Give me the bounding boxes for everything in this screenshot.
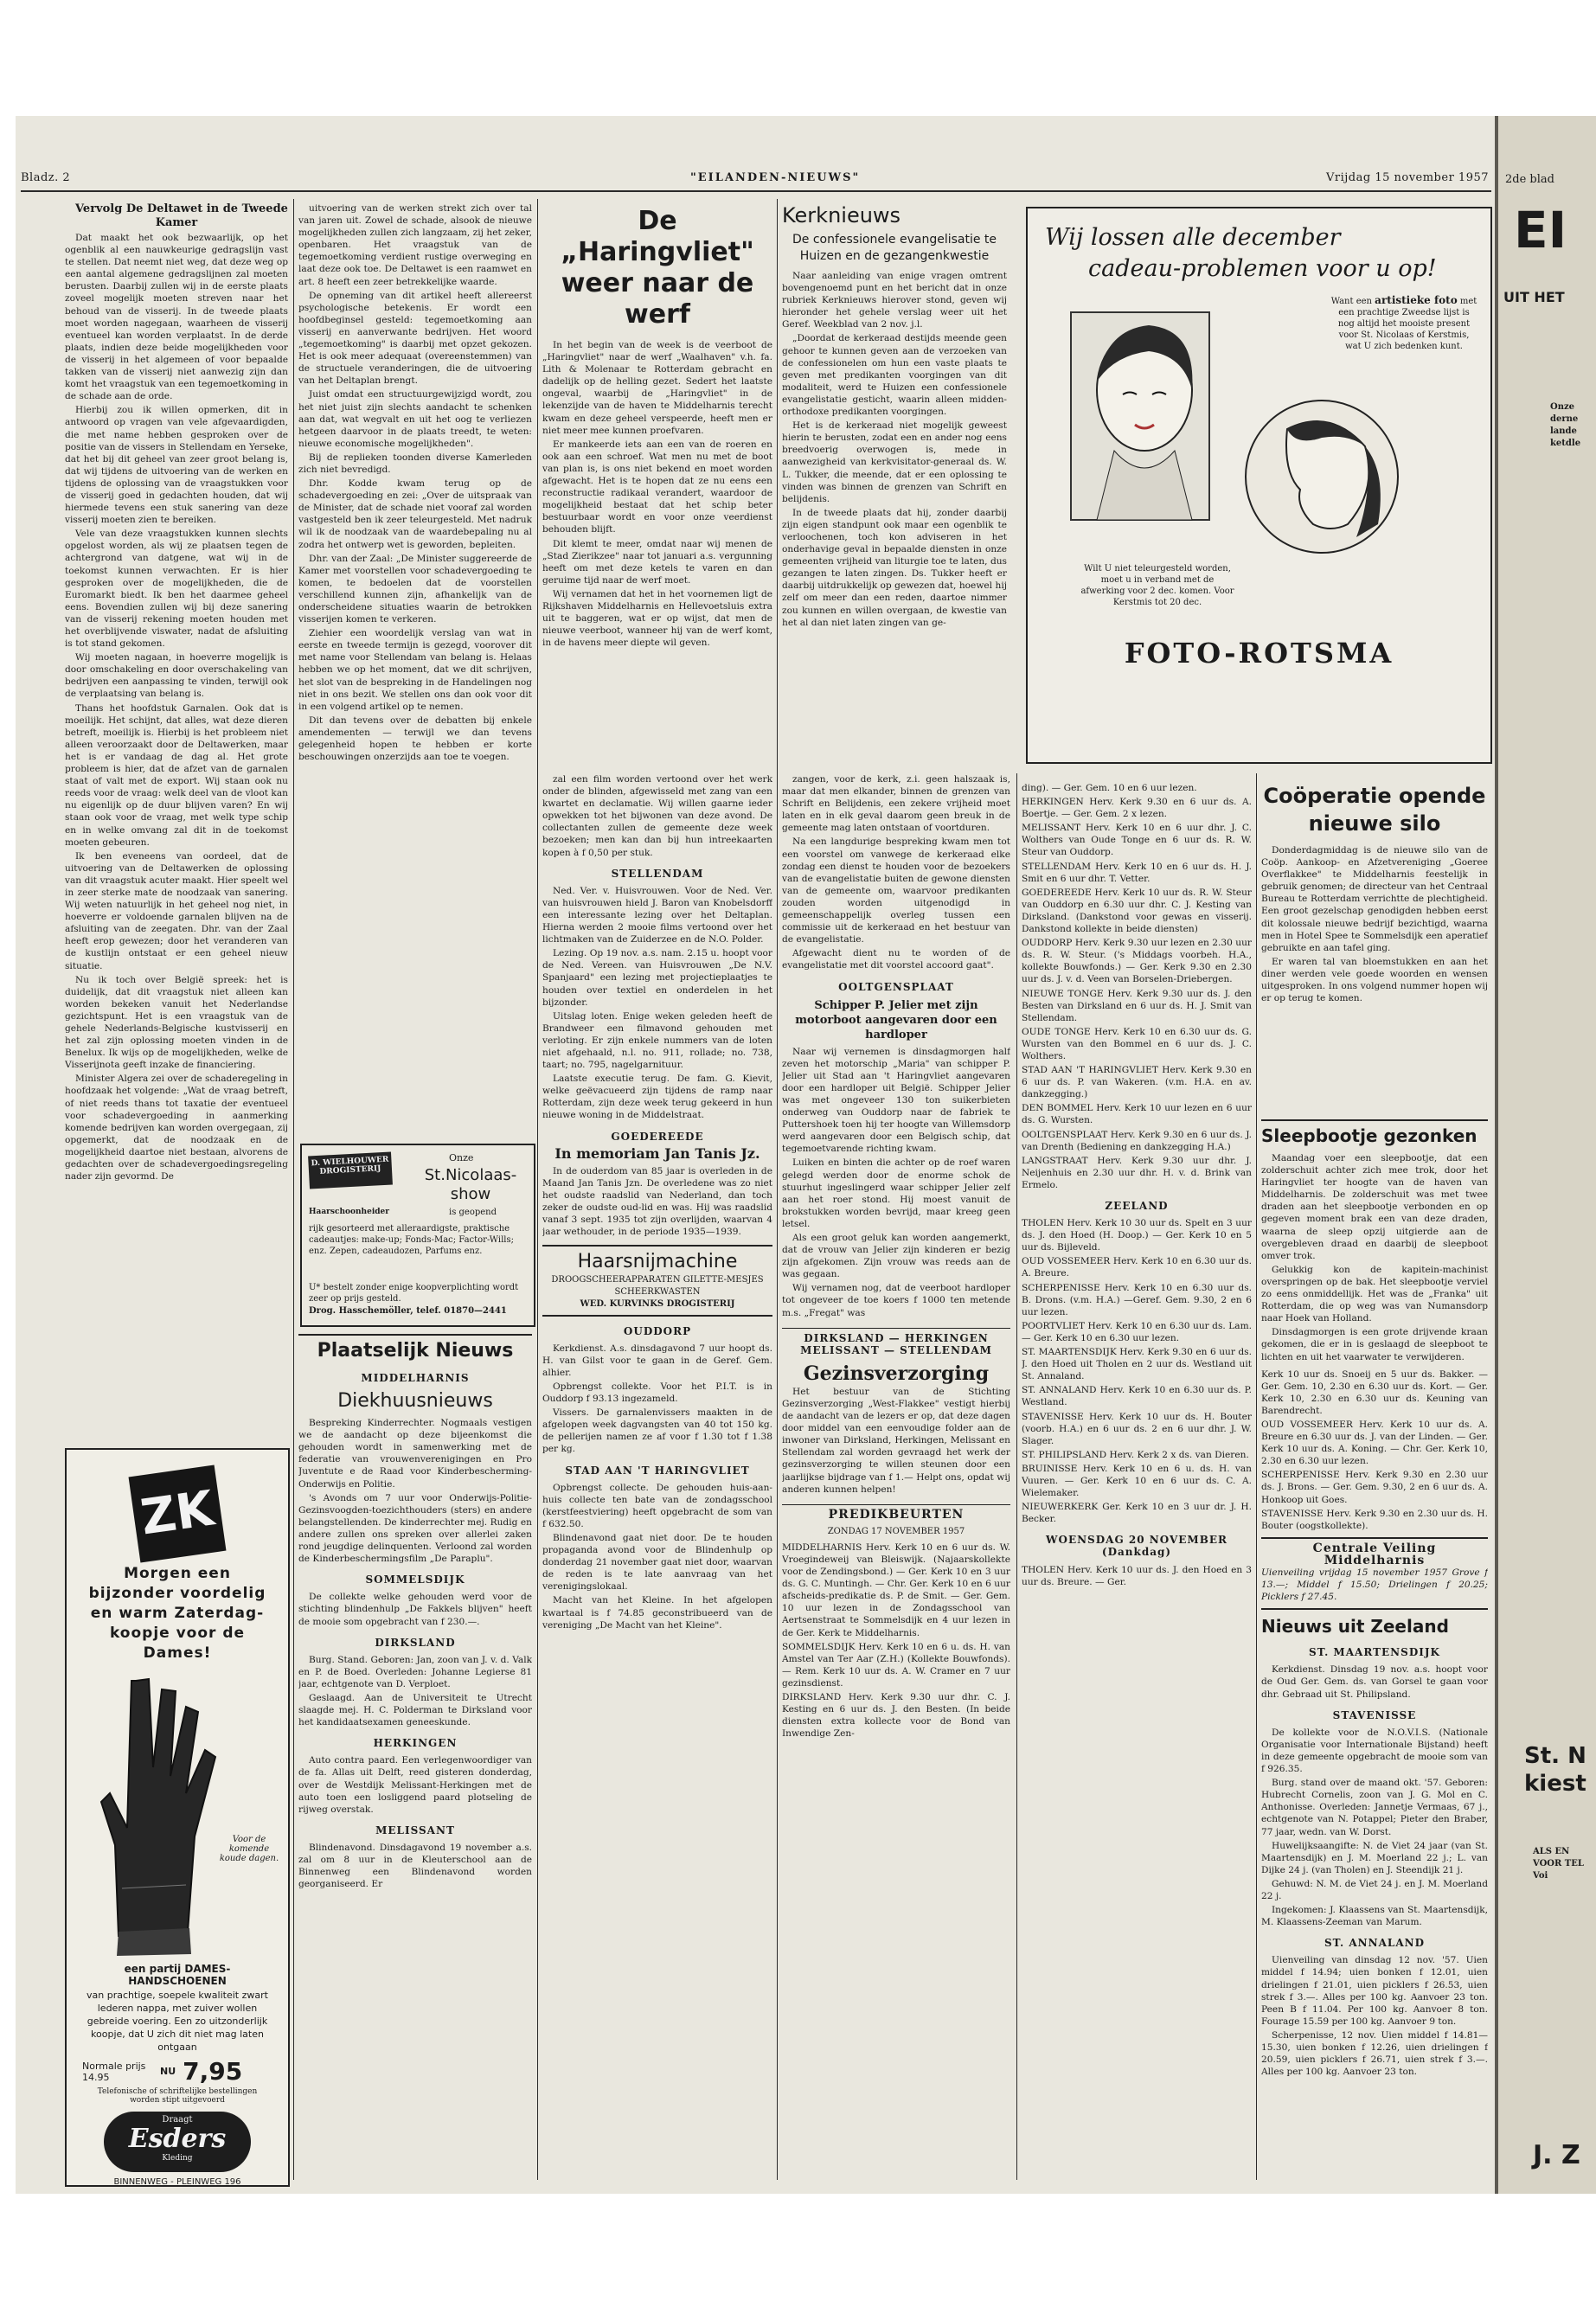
paragraph: Geslaagd. Aan de Universiteit te Utrecht slaagde mej. H. C. Polderman te Dirksland voor het kandidaatsexamen geneeskunde.: [298, 1692, 532, 1728]
place-name: ZEELAND: [1105, 1200, 1169, 1212]
paragraph: Uienveiling van dinsdag 12 nov. '57. Uien middel f 14.94; uien bonken f 12.01, uien drielingen f 21.01, uien picklers f 26.53, uien strek f 3.—. Alles per 100 kg. Aanvoer 23 ton. Peen B f 11.04. Per 100 kg. Aanvoer 8 ton. Fourage 15.59 per 100 kg. Aanvoer 9 ton.: [1261, 1955, 1488, 2027]
subsection-title: Diekhuusnieuws: [337, 1390, 493, 1413]
ad-note: Voor de komende koude dagen.: [219, 1835, 279, 1863]
ad-text: rijk gesorteerd met alleraardigste, praktische cadeautjes: make-up; Fonds-Mac; Factor-Wills; enz. Zepen, cadeaudozen, Parfums enz.: [309, 1224, 514, 1256]
paragraph: DIRKSLAND Herv. Kerk 9.30 uur dhr. C. J. Kesting en 6 uur ds. J. den Besten. (In beide diensten extra kollecte voor de Bond van Inwendige Zen-: [782, 1692, 1010, 1740]
paragraph: Gelukkig kon de kapitein-machinist overspringen op de bak. Het sleepbootje verviel zo eens onmiddellijk. Het was de „Franka" uit Rotterdam, die op weg was van Numansdorp naar Hoek van Holland.: [1261, 1264, 1488, 1324]
paragraph: Opbrengst collecte. De gehouden huis-aan-huis collecte ten bate van de zondagsschool (kerstfeestviering) heeft opgebracht de som van f 632.50.: [542, 1482, 772, 1529]
paragraph: In de ouderdom van 85 jaar is overleden in de Maand Jan Tanis Jzn. De overledene was zo niet het oudste raadslid van Nederland, dan toch zeker de oudste oud-lid en was. Hij was raadslid vanaf 3 sept. 1935 tot zijn overlijden, waarvan 4 jaar wethouder, in de periode 1935—1939.: [542, 1165, 772, 1238]
paragraph: Hierbij zou ik willen opmerken, dit in antwoord op vragen van vele afgevaardigden, die met name hebben gesproken over de positie van de vissers in Stellendam en Yerseke, dat het bij dit geheel van zeer groot belang is, dat wij tijdens de uitvoering van de werken en tijdens de oplossing van de vraagstukken voor de visserij goed in gedachten houden, dat wij hiermede tevens een stuk sanering van deze visserij moeten zien te bereiken.: [65, 405, 288, 526]
woman-profile-illustration: [1235, 394, 1408, 559]
ad-opened: is geopend: [449, 1208, 497, 1217]
paragraph: Blindenavond. Dinsdagavond 19 november a.s. zal om 8 uur in de Kleuterschool aan de Binnenweg een Blindenavond worden georganiseerd. Er: [298, 1842, 532, 1890]
store-address: BINNENWEG - PLEINWEG 196: [113, 2177, 241, 2187]
paragraph: Er waren tal van bloemstukken en aan het diner werden vele goede woorden en wensen uitgesproken. In ons volgend nummer hopen wij er op terug te komen.: [1261, 956, 1488, 1004]
paragraph: Het bestuur van de Stichting Gezinsverzorging „West-Flakkee" vestigt hierbij de aandacht van de lezers er op, dat deze dagen door middel van een eenvoudige folder aan de inwoner van Dirksland, Herkingen, Melissant en Stellendam zal worden gevraagd het werk der gezinsverzorging te willen steunen door een jaarlijkse bijdrage van f 1.— Helpt ons, opdat wij anderen kunnen helpen!: [782, 1386, 1010, 1495]
next-page-masthead: EI: [1514, 201, 1567, 260]
paragraph: Ik ben eveneens van oordeel, dat de uitvoering van de Deltawerken de oplossing van dit vraagstuk acuter maakt. Hier speelt wel in zeer sterke mate de noodzaak van sanering. Wij weten natuurlijk in het geheel nog niet, in hoeverre er voldoende garnalen blijven na de afsluiting van de zeegaten. Dhr. van der Zaal heeft erop gewezen; door het veranderen van de kustlijn ontstaat er een geheel nieuw situatie.: [65, 850, 288, 971]
haarsnij-advertisement: [542, 1245, 772, 1316]
paragraph: OUD VOSSEMEER Herv. Kerk 10 uur ds. A. Breure en 6.30 uur ds. J. van der Linden. — Ger. Kerk 10 uur ds. A. Koning. — Chr. Ger. Kerk 10, 2.30 en 6.30 uur lezen.: [1261, 1419, 1488, 1467]
section-label: DIRKSLAND — HERKINGEN MELISSANT — STELLENDAM: [782, 1328, 1010, 1356]
place-name: STELLENDAM: [611, 867, 704, 880]
paragraph: De opneming van dit artikel heeft allereerst psychologische betekenis. Er wordt een hoofdbeginsel gesteld: tegemoetkoming aan visserij en aanverwante bedrijven. Het woord „tegemoetkoming" is daarbij met opzet gekozen. Het is ook meer adequaat (overeenstemmen) van de structuele veranderingen, die de uitvoering van het Deltaplan brengt.: [298, 290, 532, 387]
church-services-list: [1022, 782, 1252, 2183]
memoriam-title: In memoriam Jan Tanis Jz.: [554, 1144, 760, 1162]
ad-products: DROOGSCHEERAPPARATEN GILETTE-MESJES SCHEERKWASTEN: [551, 1275, 764, 1298]
place-name: GOEDEREEDE: [611, 1130, 704, 1143]
place-name: STAD AAN 'T HARINGVLIET: [565, 1464, 750, 1477]
paragraph: Maandag voer een sleepbootje, dat een zolderschuit achter zich mee trok, door het Haringvliet ter hoogte van de haven van Middelharnis. De zolderschuit was met twee draden aan het sleepbootje verbonden en op gegeven moment brak een van deze draden, waarna de sleep opzij uitgierde aan de overgebleven draad en daarbij de sleepboot omver trok.: [1261, 1153, 1488, 1261]
article-subtitle: De confessionele evangelisatie te Huizen en de gezangenkwestie: [792, 233, 997, 263]
paragraph: ding). — Ger. Gem. 10 en 6 uur lezen.: [1022, 783, 1197, 793]
brand-sub: Kleding: [162, 2154, 193, 2163]
ad-headline: Morgen een bijzonder voordelig en warm Zaterdag-koopje voor de Dames!: [88, 1565, 266, 1662]
ad-title: Haarsnijmachine: [577, 1251, 738, 1273]
paragraph: DEN BOMMEL Herv. Kerk 10 uur lezen en 6 uur ds. G. Wursten.: [1022, 1103, 1252, 1126]
paragraph: NIEUWE TONGE Herv. Kerk 9.30 uur ds. J. den Besten van Dirksland en 6 uur ds. H. J. Smit van Stellendam.: [1022, 988, 1252, 1023]
paragraph: GOEDEREEDE Herv. Kerk 10 uur ds. R. W. Steur van Ouddorp en 6.30 uur dhr. C. J. Kesting van Dirksland. (Dankstond voor gewas en visserij. Dankstond kollekte in beide diensten): [1022, 887, 1252, 935]
paragraph: STELLENDAM Herv. Kerk 10 en 6 uur ds. H. J. Smit en 6 uur dhr. T. Vetter.: [1022, 861, 1252, 884]
drogisterij-advertisement: [300, 1144, 535, 1327]
paragraph: Vele van deze vraagstukken kunnen slechts opgelost worden, als wij ze plaatsen tegen de achtergrond van datgene, wat wij in de toekomst kunnen verwachten. Er is hier gesproken over de mogelijkheden, die de Euromarkt biedt. Ik ben het daarmee geheel eens. Bovendien zullen wij bij deze sanering van de visserij rekening moeten houden met het overblijvende viswater, nadat de afsluiting is tot stand gekomen.: [65, 529, 288, 650]
ad-tip: U* bestelt zonder enige koopverplichting wordt zeer op prijs gesteld.: [309, 1283, 519, 1304]
paragraph: Blindenavond gaat niet door. De te houden propaganda avond voor de Blindenhulp op donderdag 21 november gaat niet door, waarvan de reden is te late aanvraag van het verenigingslokaal.: [542, 1532, 772, 1593]
now-price: 7,95: [183, 2057, 243, 2086]
paragraph: STAVENISSE Herv. Kerk 10 uur ds. H. Bouter (voorb. H.A.) en 6 uur ds. 2 en 6 uur dhr. J. W. Slager.: [1022, 1411, 1252, 1446]
paragraph: Uitslag loten. Enige weken geleden heeft de Brandweer een filmavond gehouden met verloting. Er zijn enkele nummers van de loten niet afgehaald, n.l. no. 911, rollade; no. 738, taart; no. 795, nagelgarnituur.: [542, 1010, 772, 1071]
column-rule: [537, 199, 538, 2180]
paragraph: De collekte welke gehouden werd voor de stichting blindenhulp „De Fakkels blijven" heeft de mooie som opgebracht van f 230.—.: [298, 1592, 532, 1627]
paragraph: POORTVLIET Herv. Kerk 10 en 6.30 uur ds. Lam. — Ger. Kerk 10 en 6.30 uur lezen.: [1022, 1320, 1252, 1343]
place-name: OOLTGENSPLAAT: [838, 980, 954, 993]
tugboat-article: [1261, 1119, 1488, 2183]
paragraph: Kerkdienst. A.s. dinsdagavond 7 uur hoopt ds. H. van Gilst voor te gaan in de Geref. Gem. alhier.: [542, 1343, 772, 1378]
paragraph: Afgewacht dient nu te worden of de evangelistatie met dit voorstel accoord gaat".: [782, 948, 1010, 971]
local-news: [298, 1334, 532, 2182]
section-title: Nieuws uit Zeeland: [1261, 1616, 1449, 1638]
ad-text-right: [1330, 295, 1477, 352]
place-name: ST. ANNALAND: [1324, 1937, 1426, 1950]
text-part: met een prachtige Zweedse lijst is nog altijd het mooiste present voor St. Nicolaas of Kerstmis, wat U zich bedenken kunt.: [1337, 297, 1477, 351]
paragraph: In de tweede plaats dat hij, zonder daarbij zijn eigen standpunt ook maar een ogenblik te verloochenen, toch kon adviseren in het onderhavige geval in bepaalde diensten in onze gemeenten vrijheid van liturgie toe te laten, dus gezangen te laten zingen. Ds. Tukker heeft er daarbij uitdrukkelijk op gewezen dat, hoewel hij zelf om meer dan een reden, daartoe nimmer zou kunnen en willen overgaan, de kwestie van het al dan niet laten zingen van ge-: [782, 507, 1007, 628]
church-news: [782, 202, 1007, 756]
deltawet-article: [65, 202, 288, 1435]
paragraph: Ziehier een woordelijk verslag van wat in eerste en tweede termijn is gezegd, voorover dit met name voor Stellendam van belang is. Helaas hebben we op het moment, dat we dit schrijven, het slot van de bespreking in de Handelingen nog niet in ons bezit. We stellen ons dan ook voor dit in een volgend artikel op te nemen.: [298, 628, 532, 712]
paragraph: Naar wij vernemen is dinsdagmorgen half zeven het motorschip „Maria" van schipper P. Jelier uit Stad aan 't Haringvliet aangevaren door een hardloper uit België. Schipper Jelier was met ongeveer 130 ton suikerbieten onderweg van Ouddorp naar de fabriek te Puttershoek toen hij ter hoogte van Willemsdorp werd aangevaren door een Belgisch schip, dat tegemoetvarende richting kwam.: [782, 1046, 1010, 1155]
paragraph: MELISSANT Herv. Kerk 10 en 6 uur dhr. J. C. Wolthers van Oude Tonge en 6 uur ds. R. W. Steur van Ouddorp.: [1022, 823, 1252, 858]
paragraph: zangen, voor de kerk, z.i. geen halszaak is, maar dat men elkander, binnen de grenzen van Schrift en Belijdenis, een zekere vrijheid moet laten en in elk geval daarom geen breuk in de gemeente mag laten ontstaan of voortduren.: [782, 774, 1010, 834]
paragraph: Wij moeten nagaan, in hoeverre mogelijk is door omschakeling en door overschakeling van bedrijven een aanpassing te vinden, terwijl ook de verplaatsing van belang is.: [65, 652, 288, 700]
paragraph: THOLEN Herv. Kerk 10 30 uur ds. Spelt en 3 uur ds. J. den Hoed (H. Doop.) — Ger. Kerk 10 en 5 uur ds. Bijleveld.: [1022, 1218, 1252, 1253]
paragraph: Naar aanleiding van enige vragen omtrent bovengenoemd punt en het bericht dat in onze rubriek Kerknieuws hierover stond, geven wij hieronder het gehele verslag weer uit het Geref. Weekblad van 2 nov. j.l.: [782, 271, 1007, 330]
paragraph: BRUINISSE Herv. Kerk 10 en 6 u. ds. H. van Vuuren. — Ger. Kerk 10 en 6 uur ds. C. A. Wielemaker.: [1022, 1463, 1252, 1499]
veiling-title: Middelharnis: [1324, 1553, 1426, 1567]
paragraph: STAVENISSE Herv. Kerk 9.30 en 2.30 uur ds. H. Bouter (oogstkollekte).: [1261, 1508, 1488, 1531]
phone-note: Telefonische of schriftelijke bestellingen worden stipt uitgevoerd: [97, 2087, 258, 2105]
masthead: "EILANDEN-NIEUWS": [690, 171, 861, 184]
ad-headline: Wij lossen alle december: [1045, 224, 1341, 251]
ad-text-left: Wilt U niet teleurgesteld worden, moet u in verband met de afwerking voor 2 dec. komen. Voor Kerstmis tot 20 dec.: [1080, 564, 1234, 607]
text-bold: artistieke foto: [1375, 294, 1458, 306]
paragraph: SOMMELSDIJK Herv. Kerk 10 en 6 u. ds. H. van Amstel van Ter Aar (Z.H.) (Kollekte Bouwfonds). — Rem. Kerk 10 uur ds. A. W. Cramer en 7 uur gezinsdienst.: [782, 1641, 1010, 1689]
paragraph: MIDDELHARNIS Herv. Kerk 10 en 6 uur ds. W. Vroegindeweij van Bleiswijk. (Najaarskollekte voor de Zendingsbond.) — Ger. Kerk 10 en 3 uur ds. G. C. Muntingh. — Chr. Ger. Kerk 10 en 6 uur afscheids-predikatie ds. P. de Smit. — Ger. Gem. 10 uur lezen in de Zondagsschool van Aertsenstraat te Sommelsdijk en 4 uur lezen in de Ger. Kerk te Middelharnis.: [782, 1541, 1010, 1638]
section-title: Kerknieuws: [782, 203, 901, 228]
price-row: [67, 2055, 288, 2087]
article-title: Schipper P. Jelier met zijn motorboot aangevaren door een hardloper: [795, 998, 997, 1042]
paragraph: SCHERPENISSE Herv. Kerk 10 en 6.30 uur ds. B. Drons. (v.m. H.A.) —Geref. Gem. 9.30, 2 en 6 uur lezen.: [1022, 1282, 1252, 1317]
next-page-text: St. N kiest: [1524, 1743, 1586, 1797]
local-news-continued: [542, 773, 772, 2183]
newspaper-page: [16, 116, 1497, 2194]
brand-top: Draagt: [162, 2115, 193, 2125]
ad-shop: WED. KURVINKS DROGISTERIJ: [580, 1299, 735, 1310]
ad-hair: Haarschoonheider: [309, 1208, 389, 1216]
paragraph: ST. ANNALAND Herv. Kerk 10 en 6.30 uur ds. P. Westland.: [1022, 1385, 1252, 1408]
paragraph: HERKINGEN Herv. Kerk 9.30 en 6 uur ds. A. Boertje. — Ger. Gem. 2 x lezen.: [1022, 797, 1252, 820]
page-number: Bladz. 2: [21, 171, 71, 184]
paragraph: Het is de kerkeraad niet mogelijk geweest hierin te berusten, zodat een en ander nog eens breedvoerig overwogen is, mede in aanwezigheid van kerkvisitator-generaal ds. W. L. Tukker, die meende, dat er een oplossing te vinden was binnen de grenzen van Schrift en belijdenis.: [782, 420, 1007, 504]
article-headline: Coöperatie opende nieuwe silo: [1263, 784, 1486, 836]
place-name: ST. MAARTENSDIJK: [1309, 1646, 1440, 1659]
paragraph: Na een langdurige bespreking kwam men tot een voorstel om vanwege de kerkeraad elke zondag een dienst te houden voor de bezoekers van de evangelistatie buiten de gewone diensten van de gemeente om, waarvoor predikanten zouden worden uitgenodigd in gemeenschappelijk overleg tussen een commissie uit de kerkeraad en het bestuur van de evangelistatie.: [782, 836, 1010, 945]
glove-illustration: [84, 1672, 231, 1958]
paragraph: Dit dan tevens over de debatten bij enkele amendementen — terwijl we dan tevens gelegenheid hopen te hebben er korte beschouwingen onzerzijds aan toe te voegen.: [298, 715, 532, 763]
normal-price: Normale prijs 14.95: [82, 2060, 146, 2083]
paragraph: Donderdagmiddag is de nieuwe silo van de Coöp. Aankoop- en Afzetvereniging „Goeree Overflakkee" te Middelharnis feestelijk in gebruik genomen; de directeur van het Centraal Bureau te Rotterdam verrichtte de plechtigheid. Een groot gezelschap genodigden hebben eerst dit kolossale nieuwe bedrijf bezichtigd, waarna men in Hotel Spee te Sommelsdijk een aperatief gebruikte en aan tafel ging.: [1261, 845, 1488, 953]
esders-logo-box: [104, 2112, 251, 2172]
header-rule: [21, 190, 1491, 192]
ad-footer: Drog. Hasschemöller, telef. 01870—2441: [309, 1306, 507, 1316]
next-page-text: J. Z: [1533, 2140, 1580, 2170]
paragraph: Dhr. Kodde kwam terug op de schadevergoeding en zei: „Over de uitspraak van de Minister, dat de schade niet vooraf zal worden vastgesteld ben ik zeer teleurgesteld. Met nadruk wil ik de noodzaak van de waardebepaling nu al zodra het ontwerp wet is geworden, bepleiten.: [298, 478, 532, 550]
ad-our: Onze: [449, 1152, 474, 1163]
article-title: Gezinsverzorging: [803, 1362, 990, 1385]
column-rule: [293, 199, 294, 2180]
paragraph: Wij vernamen dat het in het voornemen ligt de Rijkshaven Middelharnis en Hellevoetsluis extra uit te baggeren, wat er op wijst, dat men de nieuwe veerboot, wanneer hij van de werf komt, in de havens meer diepte wil geven.: [542, 588, 772, 649]
issue-date: Vrijdag 15 november 1957: [1326, 171, 1490, 184]
text-part: Want een: [1330, 297, 1372, 306]
church-continued: [782, 773, 1010, 2183]
silo-article: [1261, 782, 1488, 1111]
paragraph: Kerk 10 uur ds. Snoeij en 5 uur ds. Bakker. — Ger. Gem. 10, 2.30 en 6.30 uur ds. Kort. — Ger. Kerk 10, 2.30 en 6.30 uur ds. Keuning van Barendrecht.: [1261, 1368, 1488, 1416]
paragraph: Gehuwd: N. M. de Viet 24 j. en J. M. Moerland 22 j.: [1261, 1878, 1488, 1901]
paragraph: Minister Algera zei over de schaderegeling in hoofdzaak het volgende: „Wat de vraag betreft, of niet reeds thans tot taxatie der eventueel voor schadevergoeding in aanmerking komende bedrijven kan worden overgegaan, zij opgemerkt, dat de noodzaak en de mogelijkheid daartoe niet bestaan, alvorens de gedachten over de schadevergoedingsregeling nader zijn gevormd. De: [65, 1074, 288, 1183]
ad-description: van prachtige, soepele kwaliteit zwart lederen nappa, met zuiver wollen gebreide voering. Een zo uitzonderlijk koopje, dat U zich dit niet mag laten ontgaan: [87, 1990, 268, 2053]
paragraph: Burg. stand over de maand okt. '57. Geboren: Hubrecht Cornelis, zoon van J. G. Mol en C. Anthonisse. Overleden: Jannetje Vermaas, 67 j., echtgenote van N. Potappel; Pieter den Braber, 77 jaar, wedn. van W. Dorst.: [1261, 1778, 1488, 1837]
next-page-strip: [1498, 116, 1596, 2194]
column-rule: [1256, 773, 1257, 2180]
paragraph: Nu ik toch over België spreek: het is duidelijk, dat dit vraagstuk niet alleen kan worden bekeken vanuit het Nederlandse gezichtspunt. Het is een vraagstuk van de gehele Nederlands-Belgische kustvisserij en het zal zijn oplossing moeten vinden in de Benelux. Ik wijs op de mogelijkheden, welke de Visserijnota geeft inzake de financiering.: [65, 974, 288, 1071]
ad-show: St.Nicolaas-show: [424, 1166, 517, 1203]
service-date: ZONDAG 17 NOVEMBER 1957: [827, 1526, 965, 1536]
paragraph: Huwelijksaangifte: N. de Viet 24 jaar (van St. Maartensdijk) en J. M. Moerland 22 j.; L. van Dijke 24 j. (van Tholen) en J. Steendijk 21 j.: [1261, 1840, 1488, 1875]
now-label: NU: [160, 2066, 176, 2077]
veiling-title: Centrale Veiling: [1312, 1541, 1437, 1555]
brand-name: FOTO-ROTSMA: [1124, 637, 1394, 670]
paragraph: Burg. Stand. Geboren: Jan, zoon van J. v. d. Valk en P. de Boed. Overleden: Johanne Legierse 81 jaar, echtgenote van D. Verploet.: [298, 1654, 532, 1689]
paragraph: Dit klemt te meer, omdat naar wij menen de „Stad Zierikzee" naar tot januari a.s. vergunning heeft om met deze ketels te varen en dan geruime tijd naar de werf moet.: [542, 538, 772, 586]
place-name: MIDDELHARNIS: [361, 1372, 470, 1384]
paragraph: Dinsdagmorgen is een grote drijvende kraan gekomen, die er in is geslaagd de sleepboot te lichten en uit het vaarwater te verwijderen.: [1261, 1327, 1488, 1362]
paragraph: OOLTGENSPLAAT Herv. Kerk 9.30 en 6 uur ds. J. van Drenth (Bediening en dankzegging H.A.): [1022, 1129, 1252, 1152]
paragraph: 's Avonds om 7 uur voor Onderwijs-Politie-Gezinsvoogden-toezichthouders (sters) en andere belangstellenden. De kinderrechter mej. Rudig en andere zullen ons spreken over allerlei zaken rond jeugdige delinquenten. Verloond zal worden de Kinderbeschermingsfilm „De Paraplu".: [298, 1492, 532, 1565]
paragraph: ST. PHILIPSLAND Herv. Kerk 2 x ds. van Dieren.: [1022, 1449, 1249, 1460]
paragraph: Bespreking Kinderrechter. Nogmaals vestigen we de aandacht op deze bijeenkomst die gehouden wordt in samenwerking met de federatie van vrouwenverenigingen en Pro Juventute e de Raad voor Kinderbescherming-Onderwijs en Politie.: [298, 1418, 532, 1490]
paragraph: Als een groot geluk kan worden aangemerkt, dat de vrouw van Jelier zijn kinderen er bezig zijn afgekomen. Zijn vrouw was reeds aan de was gegaan.: [782, 1233, 1010, 1280]
paragraph: Opbrengst collekte. Voor het P.I.T. is in Ouddorp f 93.13 ingezameld.: [542, 1381, 772, 1405]
next-page-text: ALS EN VOOR TEL Voi: [1533, 1847, 1584, 1881]
paragraph: Dhr. van der Zaal: „De Minister suggereerde de Kamer met voorstellen voor schadevergoeding te komen, te bedoelen dat de voorstellen verschillend kunnen zijn, afhankelijk van de onderscheidene situaties waarin de betrokken visserijen komen te verkeren.: [298, 553, 532, 625]
paragraph: Ingekomen: J. Klaassens van St. Maartensdijk, M. Klaassens-Zeeman van Marum.: [1261, 1905, 1488, 1928]
place-name: MELISSANT: [375, 1823, 455, 1836]
paragraph: Auto contra paard. Een verlegenwoordiger van de fa. Allas uit Delft, reed gisteren donderdag, over de Westdijk Melissant-Herkingen met de auto toen een losliggend paard plotseling de rijweg overstak.: [298, 1755, 532, 1815]
place-name: OUDDORP: [623, 1324, 692, 1337]
column-rule: [1016, 773, 1017, 2180]
veiling-prices: Uienveiling vrijdag 15 november 1957 Grove f 13.—; Middel f 15.50; Drielingen f 20.25; Picklers f 27.45.: [1261, 1567, 1488, 1603]
paragraph: OUDE TONGE Herv. Kerk 10 en 6.30 uur ds. G. Wursten van den Bommel en 6 uur ds. J. C. Wolthers.: [1022, 1026, 1252, 1061]
paragraph: Luiken en binten die achter op de roef waren gelegd werden door de enorme schok de stuurhut ingeslingerd waar schipper Jelier zelf aan het roer stond. Hij moest vanuit de brokstukken worden bevrijd, maar kreeg geen letsel.: [782, 1157, 1010, 1229]
paragraph: Bij de replieken toonden diverse Kamerleden zich niet bevredigd.: [298, 452, 532, 475]
paragraph: THOLEN Herv. Kerk 10 uur ds. J. den Hoed en 3 uur ds. Breure. — Ger.: [1022, 1564, 1252, 1587]
paragraph: Juist omdat een structuurgewijzigd wordt, zou het niet juist zijn slechts aandacht te schenken aan dat, wat wegvalt en uit het oog te verliezen hetgeen daarvoor in de plaats treedt, te weten: nieuwe economische mogelijkheden".: [298, 389, 532, 449]
paragraph: LANGSTRAAT Herv. Kerk 9.30 uur dhr. J. Neijenhuis en 2.30 uur dhr. H. v. d. Brink van Ermelo.: [1022, 1155, 1252, 1190]
paragraph: Vissers. De garnalenvissers maakten in de afgelopen week dagvangsten van 40 tot 150 kg. de pellerijen namen ze af voor f 1.30 tot f 1.38 per kg.: [542, 1407, 772, 1455]
paragraph: Scherpenisse, 12 nov. Uien middel f 14.81—15.30, uien bonken f 12.26, uien drielingen f 20.59, uien picklers f 26.71, uien strek f 3.—. Alles per 100 kg. Aanvoer 23 ton.: [1261, 2029, 1488, 2078]
paragraph: Wij vernamen nog, dat de veerboot hardloper tot ongeveer de toe koers f 1000 ten metende m.s. „Fregat" was: [782, 1283, 1010, 1318]
paragraph: SCHERPENISSE Herv. Kerk 9.30 en 2.30 uur ds. J. Brons. — Ger. Gem. 9.30, 2 en 6 uur ds. A. Honkoop uit Goes.: [1261, 1470, 1488, 1505]
paragraph: Thans het hoofdstuk Garnalen. Ook dat is moeilijk. Het schijnt, dat alles, wat deze dieren betreft, moeilijk is. Hierbij is het probleem niet alleen veroorzaakt door de Deltawerken, maar het is er vandaag de dag al. Het grote probleem is hier, dat de afzet van de garnalen staat of valt met de export. Wij staan ook nu reeds voor de vraag: welk deel van de vloot kan nu eigenlijk op de duur blijven varen? En wij staan ook voor de vraag, met welk type schip en in welke omvang zal dit in de toekomst moeten gebeuren.: [65, 702, 288, 848]
article-headline: Sleepbootje gezonken: [1261, 1119, 1488, 1147]
place-name: STAVENISSE: [1332, 1708, 1417, 1721]
ad-offer: een partij DAMES-HANDSCHOENEN: [124, 1963, 231, 1987]
shop-tag: D. WIELHOUWER DROGISTERIJ: [308, 1152, 393, 1189]
paragraph: De kollekte voor de N.O.V.I.S. (Nationale Organisatie voor Internationale Bijstand) heeft in deze gemeente opgebracht de mooie som van f 926.35.: [1261, 1727, 1488, 1775]
paragraph: Ned. Ver. v. Huisvrouwen. Voor de Ned. Ver. van huisvrouwen hield J. Baron van Knobelsdorff een interessante lezing over het Deltaplan. Hierna werden 2 mooie films vertoond over het lichtmaken van de Zuiderzee en de N.O. Polder.: [542, 885, 772, 945]
paragraph: zal een film worden vertoond over het werk onder de blinden, afgewisseld met zang van een kwartet en declamatie. Wij willen gaarne ieder opwekken tot het bijwonen van deze avond. De collectanten zullen de gemeente deze week bezoeken; men kan dan bij hun intreekaarten kopen à f 0,50 per stuk.: [542, 774, 772, 858]
place-name: DIRKSLAND: [375, 1636, 456, 1649]
paragraph: STAD AAN 'T HARINGVLIET Herv. Kerk 9.30 en 6 uur ds. P. van Wakeren. (v.m. H.A. en av. dankzegging.): [1022, 1065, 1252, 1100]
paragraph: „Doordat de kerkeraad destijds meende geen gehoor te kunnen geven aan de verzoeken van de confessionelen om hun een vaste plaats te geven met predikanten voorgingen van dit modaliteit, werd te Huizen een confessionele evangelistatie gesticht, waarin alleen midden-orthodoxe predikanten voorgingen.: [782, 333, 1007, 418]
place-name: HERKINGEN: [373, 1737, 458, 1750]
paragraph: In het begin van de week is de veerboot de „Haringvliet" naar de werf „Waalhaven" v.h. fa. Lith & Molenaar te Rotterdam gebracht en dadelijk op de helling gezet. Sedert het laatste ongeval, waarbij de „Haringvliet" in de lekenzijde van de haven te Middelharnis terecht kwam en deze geheel verspeerde, heeft men er niet meer mee kunnen proefvaren.: [542, 340, 772, 436]
section-label: PREDIKBEURTEN: [782, 1504, 1010, 1521]
paragraph: Er mankeerde iets aan een van de roeren en ook aan een schroef. Wat men nu met de boot van plan is, is ons niet bekend en moet worden afgewacht. Het is te hopen dat ze nu eens een reconstructie radikaal verandert, waardoor de mogelijkheid bestaat dat het schip beter bestuurbaar wordt en voor onze veerdienst behouden blijft.: [542, 439, 772, 535]
place-name: SOMMELSDIJK: [365, 1574, 465, 1586]
brand-name: Esders: [128, 2124, 227, 2154]
section-title: Plaatselijk Nieuws: [298, 1334, 532, 1363]
deltawet-continuation: [298, 202, 532, 1135]
paragraph: NIEUWERKERK Ger. Kerk 10 en 3 uur dr. J. H. Becker.: [1022, 1502, 1252, 1525]
paragraph: Macht van het Kleine. In het afgelopen kwartaal is f 74.85 geconstribueerd van de vereniging „De Macht van het Kleine".: [542, 1595, 772, 1631]
paragraph: OUD VOSSEMEER Herv. Kerk 10 en 6.30 uur ds. A. Breure.: [1022, 1256, 1252, 1279]
esders-advertisement: [65, 1448, 290, 2187]
article-title: Vervolg De Deltawet in de Tweede Kamer: [75, 202, 288, 229]
foto-rotsma-advertisement: [1026, 207, 1492, 764]
next-page-text: Onze derne lande ketdle: [1550, 402, 1581, 448]
next-page-label: 2de blad: [1505, 173, 1554, 186]
woman-portrait-illustration: [1062, 295, 1235, 529]
next-page-text: UIT HET: [1503, 289, 1565, 305]
column-rule: [777, 199, 778, 2180]
zk-logo: ZK: [129, 1465, 227, 1563]
paragraph: ST. MAARTENSDIJK Herv. Kerk 9.30 en 6 uur ds. J. den Hoed uit Tholen en 2 uur ds. Westland uit St. Annaland.: [1022, 1347, 1252, 1382]
paragraph: OUDDORP Herv. Kerk 9.30 uur lezen en 2.30 uur ds. R. W. Steur. ('s Middags voorbeh. H.A., kollekte Bouwfonds.) — Ger. Kerk 9.30 en 2.30 uur ds. J. v. d. Veen van Borselen-Driebergen.: [1022, 938, 1252, 985]
paragraph: uitvoering van de werken strekt zich over tal van jaren uit. Zowel de schade, alsook de nieuwe mogelijkheden zullen zich langzaam, zij het zeker, openbaren. Het vraagstuk van de tegemoetkoming verdient rustige overweging en laat deze ook toe. De Deltawet is een raamwet en art. 8 heeft een zeer betrekkelijke waarde.: [298, 203, 532, 287]
article-headline: De „Haringvliet" weer naar de werf: [561, 206, 754, 330]
paragraph: Lezing. Op 19 nov. a.s. nam. 2.15 u. hoopt voor de Ned. Vereen. van Huisvrouwen „De N.V. Spanjaard" een lezing met projectieplaatjes te houden over textiel en onderdelen in het bijzonder.: [542, 948, 772, 1008]
paragraph: Kerkdienst. Dinsdag 19 nov. a.s. hoopt voor de Oud Ger. Gem. ds. van Gorsel te gaan voor dhr. Gebraad uit St. Philipsland.: [1261, 1664, 1488, 1700]
service-date: WOENSDAG 20 NOVEMBER (Dankdag): [1046, 1534, 1227, 1559]
haringvliet-article: [542, 202, 772, 756]
veiling-box: [1261, 1537, 1488, 1610]
ad-headline: cadeau-problemen voor u op!: [1088, 255, 1437, 282]
paragraph: Dat maakt het ook bezwaarlijk, op het ogenblik al een nauwkeurige gedragslijn vast te stellen. Dat neemt niet weg, dat deze weg op een aantal algemene gedragslijnen zal moeten berusten. Daarbij zullen wij in de eerste plaats zoveel mogelijk moeten streven naar het behoud van de visserij. In de tweede plaats moet worden nagegaan, waarheen de visserij eventueel kan worden verplaatst. In de derde plaats, indien deze beide mogelijkheden voor de visserij in het algemeen of voor bepaalde takken van de visserij niet aanwezig zijn dan komt het vraagstuk van een tegemoetkoming in de schade aan de orde.: [65, 233, 288, 402]
paragraph: Laatste executie terug. De fam. G. Kievit, welke geëvacueerd zijn tijdens de ramp naar Rotterdam, zijn deze week terug gekeerd in hun nieuwe woning in de Middelstraat.: [542, 1074, 772, 1121]
